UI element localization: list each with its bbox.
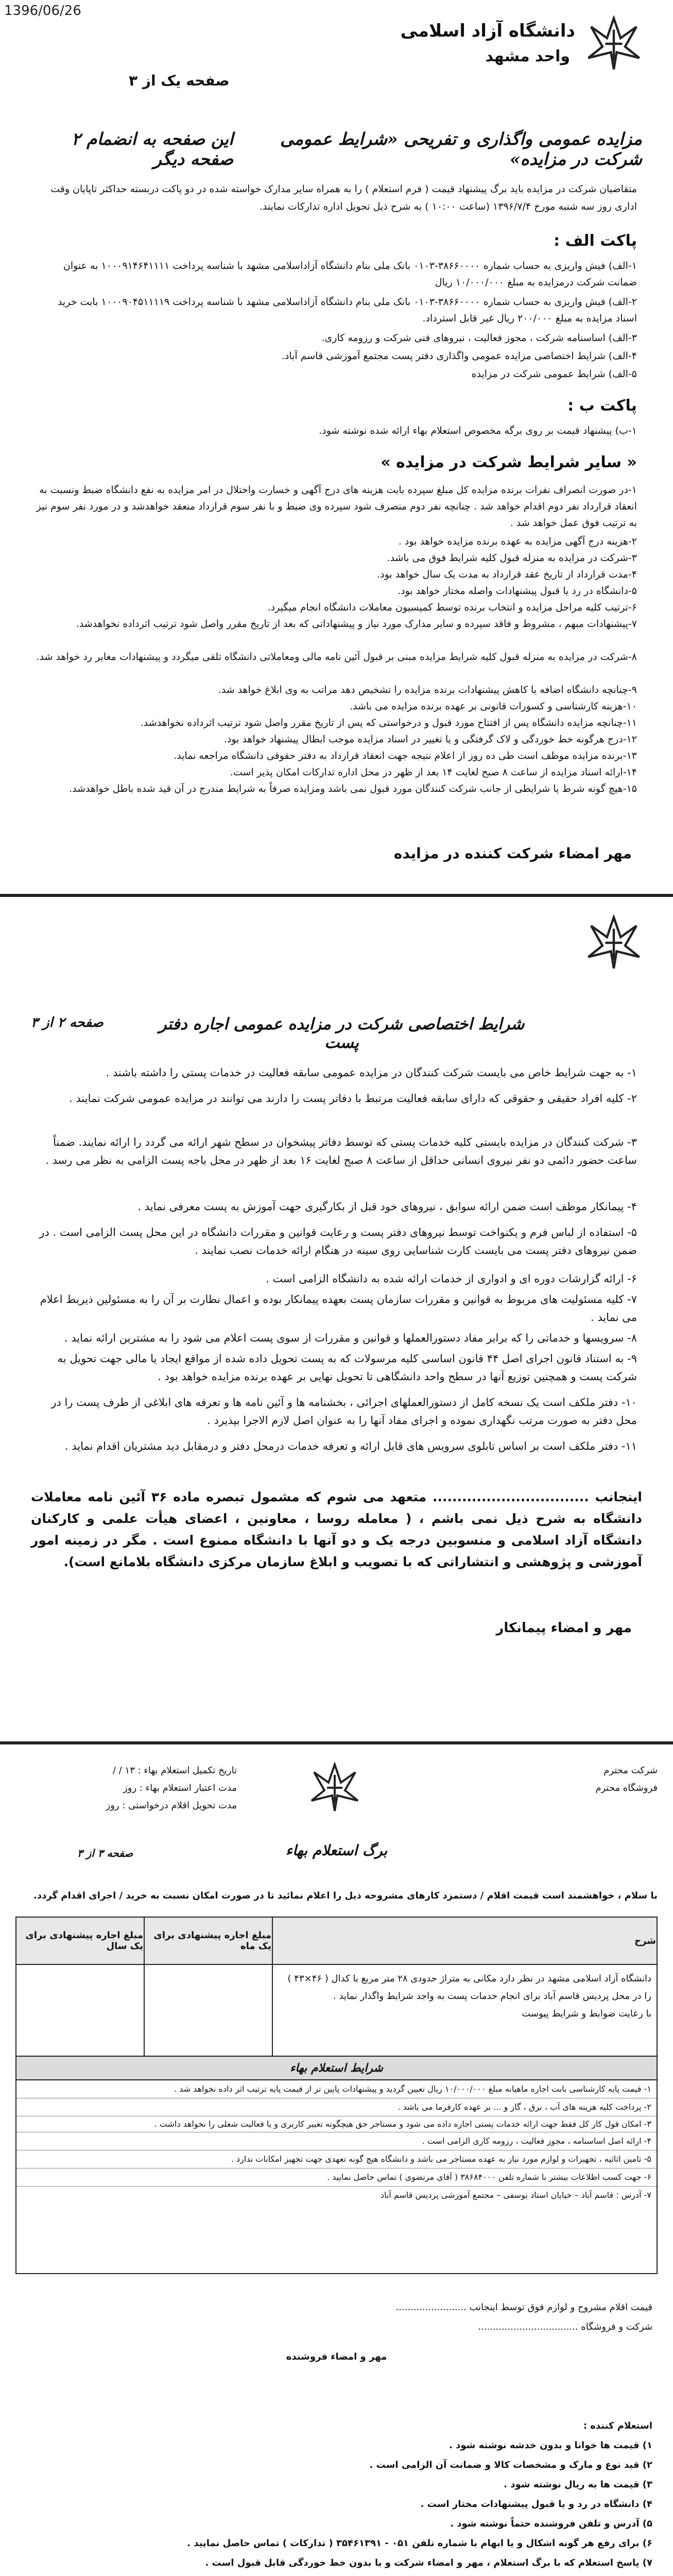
list-item: ۱۱- دفتر ملکف است بر اساس تابلوی سرویس های قابل ارائه و تعرفه خدمات درمحل دفتر و درمقابل دید مشتریان اقدام نماید . (64, 1440, 637, 1452)
page-title: برگ استعلام بهاء (285, 1842, 388, 1859)
university-logo-icon (585, 914, 642, 971)
list-item: ۱۱-چنانچه مزایده دانشگاه پس از افتتاح مورد قبول و درخواستی که پس از تاریخ مقرر واصل شود ترتیب اثرداده نخواهدشد. (140, 717, 637, 728)
page-title-row (31, 129, 642, 169)
column-header: مبلغ اجاره پیشنهادی برای یک ماه (144, 1917, 272, 1964)
packet-b-heading: پاکت ب : (567, 397, 637, 415)
list-item: ۱- قیمت پایه کارشناسی بابت اجاره ماهیانه مبلغ ۱۰/۰۰۰/۰۰۰ ریال تعیین گردید و پیشنهادات پایین تر از قیمت پایه ترتیب اثر داده نخواهد شد . (16, 2080, 657, 2098)
list-item: ۶-ترتیب کلیه مراحل مزایده و انتخاب برنده توسط کمیسیون معاملات دانشگاه انجام میگیرد. (267, 602, 637, 613)
university-name: دانشگاه آزاد اسلامی (400, 21, 575, 41)
list-item: ۱۵-هیچ گونه شرط یا شرایطی از جانب شرکت کنندگان مورد قبول نمی باشد ومزایده صرفاً به شرایط مندرج در آن قید شده باطل خواهدشد. (69, 783, 637, 794)
list-item: ۵- استفاده از لباس فرم و یکنواخت توسط نیروهای دفتر پست و رعایت قوانین و مقررات دانشگاه در این محل پست الزامی است . در ضمن نیروهای دفتر پست می بایست کارت شناسایی روی سینه در هنگام ارائه خدمات نصب نمایند . (39, 1226, 637, 1257)
list-item: ۸-شرکت در مزایده به منزله قبول کلیه شرایط مزایده مبنی بر قبول آئین نامه مالی ومعاملاتی دانشگاه تلقی میگردد و پیشنهادات مغایر رد خواهد شد. (36, 651, 637, 663)
list-item: ۱-الف) فیش واریزی به حساب شماره ۳۸۶۶۰۰۰۰-۰۱۰۳ بانک ملی بنام دانشگاه آزاداسلامی مشهد با شناسه پرداخت ۱۰۰۰۹۱۴۶۴۱۱۱۱ به عنوان ضمانت شرکت درمزایده به مبلغ ۱۰/۰۰۰/۰۰۰ ریال (63, 260, 637, 288)
seller-shop-line: شرکت و فروشگاه .................................. (478, 2321, 652, 2332)
yearly-price-cell[interactable] (16, 1964, 144, 2058)
seller-declaration (21, 2298, 652, 2367)
list-item: ۴-الف) شرایط اختصاصی مزایده عمومی واگذاری دفتر پست مجتمع آموزشی قاسم آباد. (281, 350, 637, 362)
list-item: ۱) قیمت ها خوانا و بدون خدشه نوشته شود . (448, 2440, 652, 2451)
university-logo-icon (585, 15, 642, 72)
completion-date-label: تاریخ تکمیل استعلام بهاء : ۱۳ / / (112, 1765, 237, 1776)
list-item: ۵-الف) شرایط عمومی شرکت در مزایده (471, 368, 637, 380)
list-item: ۷) پاسخ استعلام که با برگ استعلام ، مهر و امضاء شرکت و یا بدون خط خوردگی قابل قبول است . (205, 2557, 652, 2568)
list-item: ۷-پیشنهادات مبهم ، مشروط و فاقد سپرده و سایر مدارک مورد نیاز و پیشنهاداتی که بعد از تاریخ مقرر واصل شود ترتیب اثرداده نخواهدشد. (76, 618, 637, 630)
university-logo-icon (309, 1762, 360, 1814)
monthly-price-cell[interactable] (144, 1964, 272, 2058)
list-item: ۶) برای رفع هر گونه اشکال و یا ابهام با شماره تلفن ۰۵۱ - ۳۵۴۶۱۳۹۱ ( تدارکات ) تماس حاصل نمایید . (187, 2538, 652, 2549)
inquiry-info-block (15, 1762, 237, 1815)
table-row (16, 1964, 657, 2058)
list-item: ۳- شرکت کنندگان در مزایده بایستی کلیه خدمات پستی که توسط دفاتر پیشخوان در سطح شهر ارائه می گردد را ارائه نمایند. ضمناً ساعت حضور دائمی دو نفر نیروی انسانی حداقل از ساعت ۸ صبح لغایت ۱۶ بعد از ظهر در محل باجه پست الزامی به نظر می رسد . (45, 1136, 637, 1166)
inquiry-notice: با سلام ، خواهشمند است قیمت اقلام / دستمزد کارهای مشروحه ذیل را اعلام نمائید تا در صورت امکان نسبت به خرید / اجرای اقدام گردد. (33, 1890, 658, 1901)
contractor-signature-line: مهر و امضاء پیمانکار (496, 1620, 632, 1636)
list-item: ۶- ارائه گزارشات دوره ای و ادواری از خدمات ارائه شده به دانشگاه الزامی است . (266, 1273, 637, 1285)
page-number: صفحه یک از ۳ (129, 72, 230, 89)
list-item: ۱۰- دفتر ملکف است یک نسخه کامل از دستورالعملهای اجرائی ، بخشنامه ها و آئین نامه ها و تعرفه های ابلاغی از طرف پست را در محل دفتر به صورت مرتب نگهداری نموده و اجرای مفاد آنها را به عنوان اصل لازم الاجرا بپذیرد . (51, 1396, 637, 1427)
list-item: ۲- کلیه افراد حقیقی و حقوقی که دارای سابقه فعالیت مرتبط با دفاتر پست را دارند می توانند در مزایده عمومی شرکت نمایند . (69, 1092, 637, 1105)
page-1 (0, 0, 673, 897)
packet-a-heading: پاکت الف : (554, 232, 637, 250)
list-item: ۲-هزینه درج آگهی مزایده به عهده برنده مزایده خواهد بود . (398, 536, 637, 547)
other-conditions-heading: « سایر شرایط شرکت در مزایده » (381, 453, 637, 471)
list-item: ۱۰-هزینه کارشناسی و کسورات قانونی بر عهده برنده مزایده می باشد. (350, 701, 637, 712)
table-header-row (16, 1917, 657, 1964)
page-number: صفحه ۲ از ۳ (31, 1015, 103, 1030)
notes-heading: استعلام کننده : (583, 2420, 652, 2431)
column-header: شرح (272, 1917, 657, 1964)
column-header: مبلغ اجاره پیشنهادی برای یک سال (16, 1917, 144, 1964)
intro-paragraph: متقاضیان شرکت در مزایده باید برگ پیشنهاد قیمت ( فرم استعلام ) را به همراه سایر مدارک خواسته شده در دو پاکت دربسته حداکثر تاپایان وقت اداری روز سه شنبه مورخ ۱۳۹۶/۷/۴ (ساعت ۱۰:۰۰ ) به شرح ذیل تحویل اداره تدارکات نمایند. (50, 183, 637, 212)
list-item: ۳- امکان قول کار کل فقط جهت ارائه خدمات پستی اجاره داده می شود و مستاجر حق هیچگونه تغییر کاربری و یا فعالیت شغلی را نخواهد داشت . (16, 2116, 657, 2132)
table-cell-description (272, 1964, 657, 2058)
page-number: صفحه ۳ از ۳ (77, 1847, 133, 1859)
page-2 (0, 899, 673, 1744)
list-item: ۵- تامین اثاثیه ، تجهیزات و لوازم مورد نیاز به عهده مستاجر می باشد و دانشگاه هیچ گونه تعهدی جهت تجهیز امکانات ندارد . (16, 2150, 657, 2168)
conditions-heading: شرایط استعلام بهاء (16, 2057, 657, 2080)
list-item: ۵-دانشگاه در رد یا قبول پیشنهادات واصله مختار خواهد بود. (398, 585, 637, 597)
list-item: ۴- ارائه اصل اساسنامه ، مجوز فعالیت ، رزومه کاری الزامی است . (16, 2132, 657, 2150)
contractor-declaration: اینجانب ................................ متعهد می شوم که مشمول تبصره ماده ۳۶ آئین نامه معاملات دانشگاه به شرح ذیل نمی باشم ، ( معامله روسا ، معاونین ، اعضای هیأت علمی و کارکنان دانشگاه آزاد اسلامی و منسوبین درجه یک و دو آنها با دانشگاه ممنوع است . مگر در زمینه امور آموزشی و پژوهشی و انتشاراتی که با تصویب و ابلاغ سازمان مرکزی دانشگاه بلامانع است). (31, 1489, 643, 1569)
recipient-company-label: شرکت محترم (603, 1765, 658, 1776)
page-title: مزایده عمومی واگذاری و تفریحی «شرایط عمومی شرکت در مزایده» (280, 129, 642, 169)
lease-description-note: با رعایت ضوابط و شرایط پیوست (522, 2008, 651, 2019)
list-item: ۳) قیمت ها به ریال نوشته شود . (504, 2479, 652, 2490)
list-item: ۱۳-برنده مزایده موظف است طی ده روز از اعلام نتیجه جهت انعقاد قرارداد به دفتر حقوقی دانشگاه مراجعه نماید. (174, 750, 637, 761)
list-item: ۸- سرویسها و خدماتی را که برابر مفاد دستورالعملها و قوانین و مقررات از سوی پست اعلام می شود را به مشترین ارائه نماید . (64, 1332, 637, 1344)
list-item: ۲) قید نوع و مارک و مشخصات کالا و ضمانت آن الزامی است . (369, 2460, 652, 2470)
list-item: ۴) دانشگاه در رد و یا قبول پیشنهادات مختار است . (420, 2499, 652, 2510)
list-item: ۲-الف) فیش واریزی به حساب شماره ۳۸۶۶۰۰۰۰-۰۱۰۳ بانک ملی بنام دانشگاه آزاداسلامی مشهد با شناسه پرداخت ۱۰۰۰۹۰۴۵۱۱۱۱۹ بابت خرید اسناد مزایده به مبلغ ۲۰۰/۰۰۰ ریال غیر قابل استرداد. (57, 296, 637, 324)
list-item: ۱-در صورت انصراف نفرات برنده مزایده کل مبلغ سپرده بابت هزینه های درج آگهی و خسارت واختلال در امر مزایده به نفع دانشگاه ضبط ونسبت به انعقاد قرارداد نفر دوم اقدام خواهد شد . چنانچه نفر دوم منصرف شود سپرده وی ضبط و با نفر سوم قرارداد منعقد خواهدشد و در مورد نفر سوم نیز به ترتیب فوق عمل خواهد شد . (36, 484, 637, 529)
lease-description: دانشگاه آزاد اسلامی مشهد در نظر دارد مکانی به متراژ حدودی ۲۸ متر مربع با کدال ( ۴۶×۴۳ ) را در محل پردیس قاسم آباد برای انجام خدمات پست به واجد شرایط واگذار نماید . (287, 1973, 651, 2002)
list-item: ۴- پیمانکار موظف است ضمن ارائه سوابق ، نیروهای خود قبل از بکارگیری جهت آموزش به پست معرفی نماید . (137, 1200, 637, 1213)
inquiry-conditions (15, 2056, 658, 2274)
seller-signature-line: مهر و امضاء فروشنده (286, 2351, 387, 2362)
list-item: ۱-ب) پیشنهاد قیمت بر روی برگه مخصوص استعلام بهاء ارائه شده نوشته شود. (319, 425, 637, 436)
branch-name: واحد مشهد (485, 47, 570, 65)
page-title-note: این صفحه به انضمام ۲ صفحه دیگر (71, 129, 234, 169)
bidder-signature-line: مهر امضاء شرکت کننده در مزایده (393, 845, 632, 862)
recipient-shop-label: فروشگاه محترم (595, 1783, 658, 1793)
list-item: ۱۲-درج هرگونه خط خوردگی و لاک گرفتگی و یا تغییر در اسناد مزایده موجب ابطال پیشنهاد خواهد بود. (223, 734, 637, 745)
inquiry-notes (21, 2416, 652, 2576)
list-item: ۶- جهت کسب اطلاعات بیشتر با شماره تلفن ۳۸۶۸۴۰۰۰ ( آقای مرتضوی ) تماس حاصل نمایید . (16, 2168, 657, 2187)
list-item: ۳-شرکت در مزایده به منزله قبول کلیه شرایط فوق می باشد. (387, 552, 637, 564)
page-title: شرایط اختصاصی شرکت در مزایده عمومی اجاره دفتر پست (159, 1015, 525, 1052)
page-3 (0, 1747, 673, 2576)
list-item (21, 2573, 652, 2576)
price-table (15, 1917, 658, 2059)
list-item: ۳-الف) اساسنامه شرکت ، مجوز فعالیت ، نیروهای فنی شرکت و رزومه کاری. (321, 332, 637, 344)
list-item: ۷- کلیه مسئولیت های مربوط به قوانین و مقررات سازمان پست بعهده پیمانکار بوده و اعمال نظارت بر آن را به مسئولین ذیربط اعلام می نماید . (40, 1293, 637, 1324)
list-item: ۵) آدرس و تلفن فروشنده حتماً نوشته شود . (450, 2518, 652, 2529)
list-item: ۹- به استناد قانون اجرای اصل ۴۴ قانون اساسی کلیه مرسولات که به پست تحویل داده شده از مواقع ایجاد یا مالی جهت تحویل به شرکت پست و همچنین توزیع آنها در سطح واحد دانشگاهی تا تحویل نهایی بر عهده برنده مزایده خواهد بود . (57, 1352, 637, 1383)
recipient-block (503, 1762, 658, 1797)
list-item: ۷- آدرس : قاسم آباد – خیابان استاد یوسفی – مجتمع آموزشی پردیس قاسم آباد (380, 2190, 651, 2200)
list-item: ۴-مدت قرارداد از تاریخ عقد قرارداد به مدت یک سال خواهد بود. (377, 569, 637, 580)
delivery-period-label: مدت تحویل اقلام درخواستی : روز (106, 1800, 237, 1811)
seller-line: قیمت اقلام مشروح و لوازم فوق توسط اینجانب ........................ (395, 2302, 652, 2313)
list-item: ۱۴-ارائه اسناد مزایده از ساعت ۸ صبح لغایت ۱۴ بعد از ظهر در محل اداره تدارکات امکان پذیر است. (230, 767, 637, 778)
validity-period-label: مدت اعتبار استعلام بهاء : روز (123, 1783, 237, 1793)
list-item: ۱- به جهت شرایط خاص می بایست شرکت کنندگان در مزایده عمومی سابقه فعالیت در خدمات پستی را داشته باشند . (106, 1066, 637, 1079)
date-stamp: 1396/06/26 (4, 3, 81, 19)
list-item: ۲- پرداخت کلیه هزینه های آب ، برق ، گاز و ... بر عهده کارفرما می باشد . (16, 2098, 657, 2116)
list-item: ۹-چنانچه دانشگاه اضافه یا کاهش پیشنهادات برنده مزایده را تشخیص دهد مراتب به وی ابلاغ خواهد شد. (218, 684, 637, 696)
